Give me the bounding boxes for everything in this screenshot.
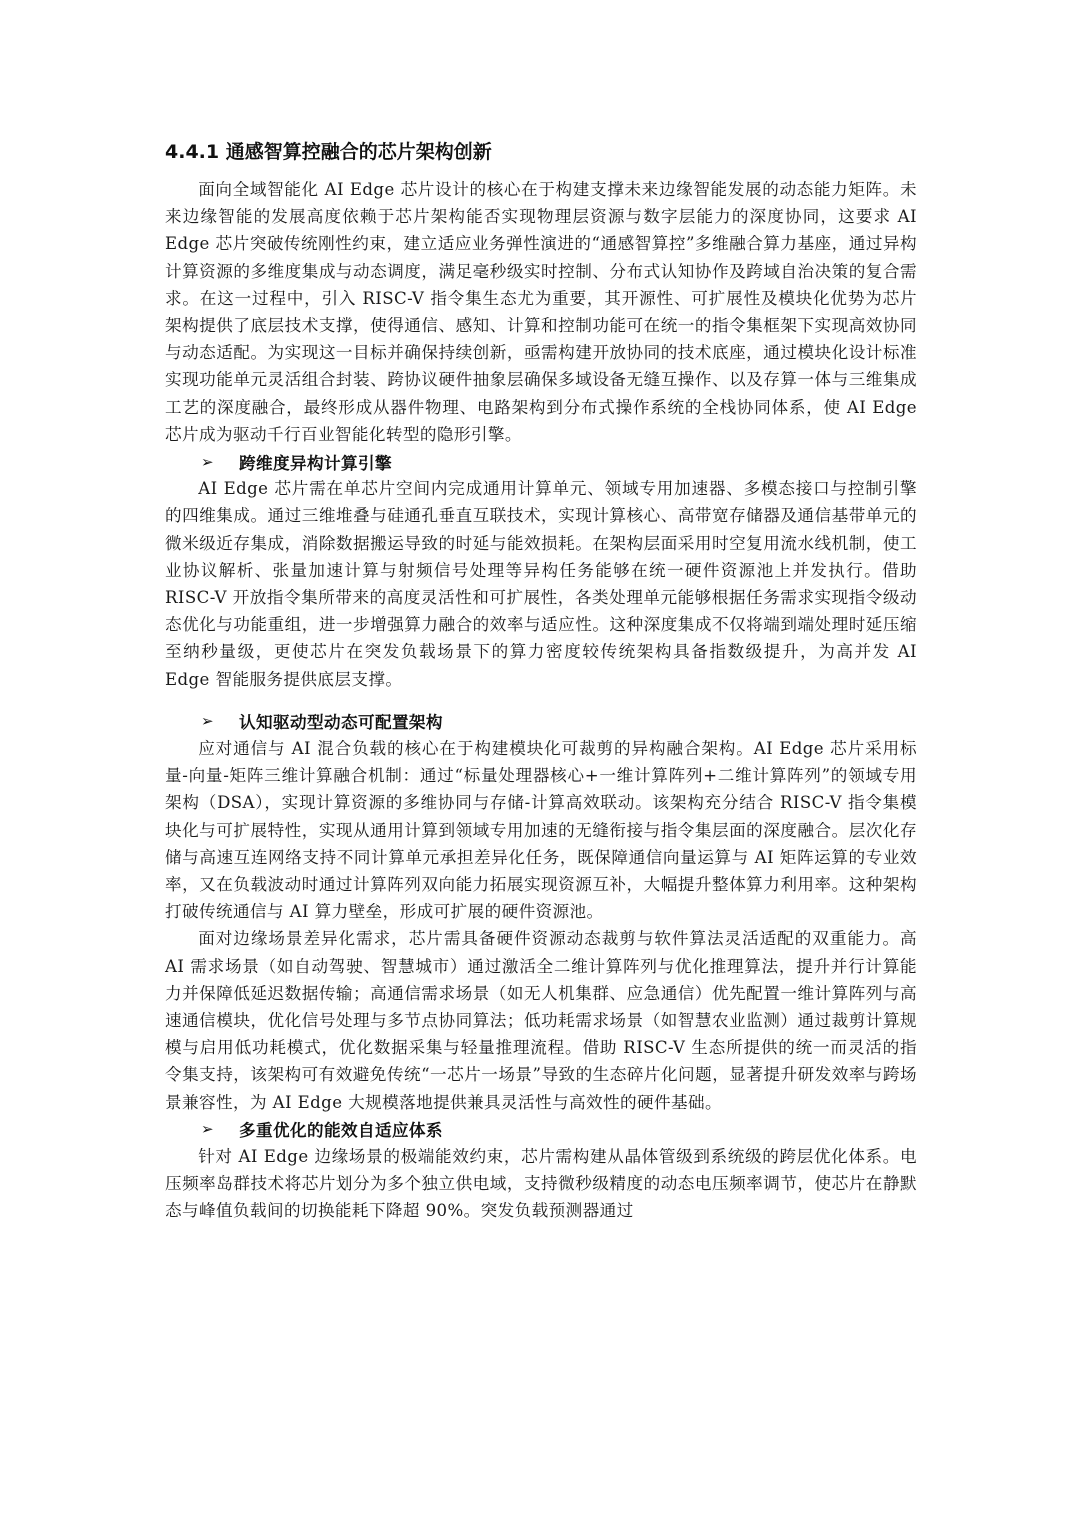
body-paragraph: 面对边缘场景差异化需求，芯片需具备硬件资源动态裁剪与软件算法灵活适配的双重能力。高 AI 需求场景（如自动驾驶、智慧城市）通过激活全二维计算阵列与优化推理算法，提升并行计算能力并保障低延迟数据传输；高通信需求场景（如无人机集群、应急通信）优先配置一维计算阵列与高速通信模块，优化信号处理与多节点协同算法；低功耗需求场景（如智慧农业监测）通过裁剪计算规模与启用低功耗模式，优化数据采集与轻量推理流程。借助 RISC-V 生态所提供的统一而灵活的指令集支持，该架构可有效避免传统“一芯片一场景”导致的生态碎片化问题，显著提升研发效率与跨场景兼容性，为 AI Edge 大规模落地提供兼具灵活性与高效性的硬件基础。 [165, 929, 917, 1112]
subsection-heading [165, 708, 917, 735]
body-paragraph: 针对 AI Edge 边缘场景的极端能效约束，芯片需构建从晶体管级到系统级的跨层优化体系。电压频率岛群技术将芯片划分为多个独立供电域，支持微秒级精度的动态电压频率调节，使芯片在静默态与峰值负载间的切换能耗下降超 90%。突发负载预测器通过 [165, 1147, 917, 1221]
arrow-bullet-icon: ➢ [201, 1120, 214, 1139]
section-title: 4.4.1 通感智算控融合的芯片架构创新 [165, 141, 492, 163]
subsection-heading-label: 跨维度异构计算引擎 [239, 453, 392, 473]
subsection-heading [165, 1116, 917, 1143]
body-paragraph: AI Edge 芯片需在单芯片空间内完成通用计算单元、领域专用加速器、多模态接口与控制引擎的四维集成。通过三维堆叠与硅通孔垂直互联技术，实现计算核心、高带宽存储器及通信基带单元的微米级近存集成，消除数据搬运导致的时延与能效损耗。在架构层面采用时空复用流水线机制，使工业协议解析、张量加速计算与射频信号处理等异构任务能够在统一硬件资源池上并发执行。借助 RISC-V 开放指令集所带来的高度灵活性和可扩展性，各类处理单元能够根据任务需求实现指令级动态优化与功能重组，进一步增强算力融合的效率与适应性。这种深度集成不仅将端到端处理时延压缩至纳秒量级，更使芯片在突发负载场景下的算力密度较传统架构具备指数级提升，为高并发 AI Edge 智能服务提供底层支撑。 [165, 479, 917, 689]
arrow-bullet-icon: ➢ [201, 712, 214, 731]
arrow-bullet-icon: ➢ [201, 452, 214, 471]
subsection-heading-label: 认知驱动型动态可配置架构 [239, 713, 443, 733]
subsection-heading-label: 多重优化的能效自适应体系 [239, 1121, 443, 1141]
intro-paragraph: 面向全域智能化 AI Edge 芯片设计的核心在于构建支撑未来边缘智能发展的动态能力矩阵。未来边缘智能的发展高度依赖于芯片架构能否实现物理层资源与数字层能力的深度协同，这要求 AI Edge 芯片突破传统刚性约束，建立适应业务弹性演进的“通感智算控”多维融合算力基座，通过异构计算资源的多维度集成与动态调度，满足毫秒级实时控制、分布式认知协作及跨域自治决策的复合需求。在这一过程中，引入 RISC-V 指令集生态尤为重要，其开源性、可扩展性及模块化优势为芯片架构提供了底层技术支撑，使得通信、感知、计算和控制功能可在统一的指令集框架下实现高效协同与动态适配。为实现这一目标并确保持续创新，亟需构建开放协同的技术底座，通过模块化设计标准实现功能单元灵活组合封装、跨协议硬件抽象层确保多域设备无缝互操作、以及存算一体与三维集成工艺的深度融合，最终形成从器件物理、电路架构到分布式操作系统的全栈协同体系，使 AI Edge 芯片成为驱动千行百业智能化转型的隐形引擎。 [165, 180, 917, 444]
subsection-heading [165, 448, 917, 475]
document-page [165, 140, 917, 1225]
body-paragraph: 应对通信与 AI 混合负载的核心在于构建模块化可裁剪的异构融合架构。AI Edge 芯片采用标量-向量-矩阵三维计算融合机制：通过“标量处理器核心+一维计算阵列+二维计算阵列”的领域专用架构（DSA），实现计算资源的多维协同与存储-计算高效联动。该架构充分结合 RISC-V 指令集模块化与可扩展特性，实现从通用计算到领域专用加速的无缝衔接与指令集层面的深度融合。层次化存储与高速互连网络支持不同计算单元承担差异化任务，既保障通信向量运算与 AI 矩阵运算的专业效率，又在负载波动时通过计算阵列双向能力拓展实现资源互补，大幅提升整体算力利用率。这种架构打破传统通信与 AI 算力壁垒，形成可扩展的硬件资源池。 [165, 739, 917, 922]
